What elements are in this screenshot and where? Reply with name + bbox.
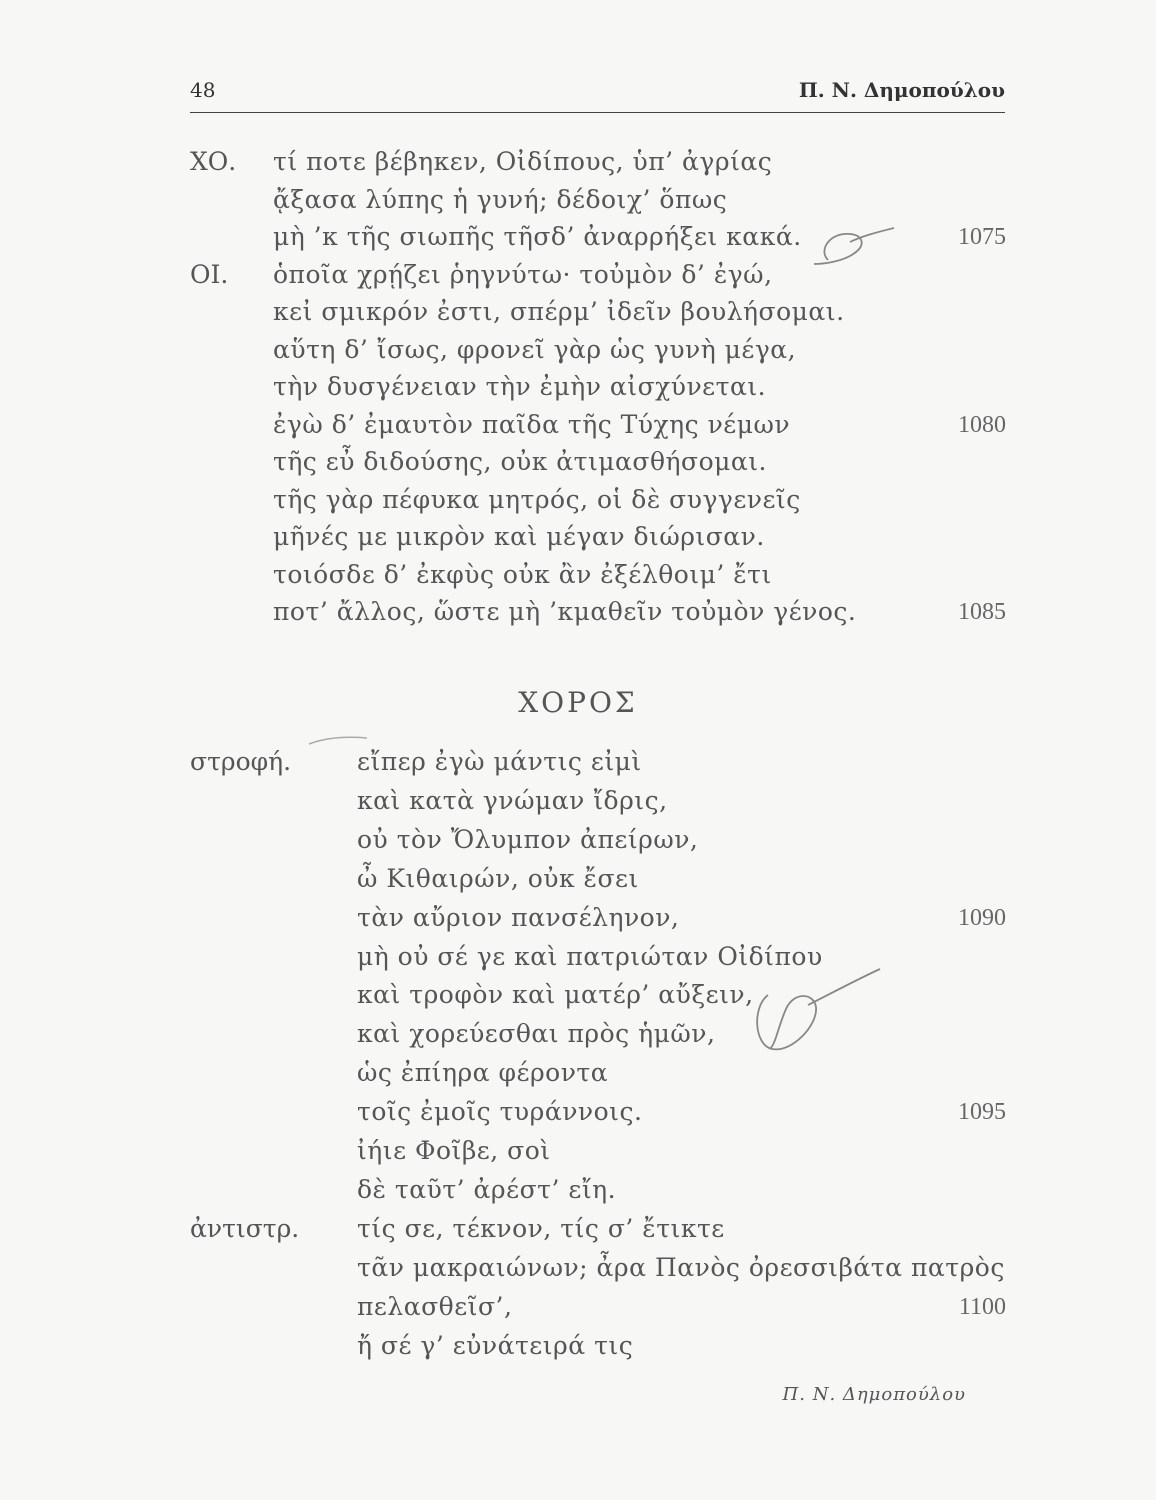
choral-line: οὐ τὸν Ὄλυμπον ἀπείρων, [357,824,699,854]
choral-line: δὲ ταῦτ’ ἀρέστ’ εἴη. [357,1174,617,1204]
choral-line: πελασθεῖσ’, [357,1291,513,1321]
strophe-label: ἀντιστρ. [190,1213,300,1243]
pencil-mark-1 [800,220,900,280]
verse-line: ᾄξασα λύπης ἡ γυνή; δέδοιχ’ ὅπως [273,184,728,214]
verse-line: τί ποτε βέβηκεν, Οἰδίπους, ὑπ’ ἀγρίας [273,147,773,176]
choral-line: εἴπερ ἐγὼ μάντις εἰμὶ [357,747,642,776]
line-number: 1085 [958,599,1006,625]
verse-line: κεἰ σμικρόν ἐστι, σπέρμ’ ἰδεῖν βουλήσομαι. [273,297,845,326]
verse-line: ποτ’ ἄλλος, ὥστε μὴ ’κμαθεῖν τοὐμὸν γένος. [273,597,857,626]
verse-line: ἐγὼ δ’ ἐμαυτὸν παῖδα τῆς Τύχης νέμων [273,409,791,439]
speaker-label: ΟΙ. [190,259,229,289]
verse-line: μῆνές με μικρὸν καὶ μέγαν διώρισαν. [273,522,765,551]
verse-line: τῆς γὰρ πέφυκα μητρός, οἱ δὲ συγγενεῖς [273,484,801,514]
pencil-mark-3 [305,728,375,758]
verse-line: τῆς εὖ διδούσης, οὐκ ἀτιμασθήσομαι. [273,447,768,476]
line-number: 1100 [958,1293,1006,1320]
verse-line: μὴ ’κ τῆς σιωπῆς τῆσδ’ ἀναρρήξει κακά. [273,222,802,251]
page-number: 48 [190,78,216,102]
verse-line: τοιόσδε δ’ ἐκφὺς οὐκ ἂν ἐξέλθοιμ’ ἔτι [273,559,772,589]
line-number: 1090 [958,904,1006,931]
choral-line: ἰήιε Φοῖβε, σοὶ [357,1136,551,1165]
choral-line: τᾶν μακραιώνων; ἆρα Πανὸς ὀρεσσιβάτα πατρὸς [357,1252,1005,1282]
line-number: 1095 [958,1099,1006,1126]
section-title: ΧΟΡΟΣ [518,686,638,719]
pencil-mark-2 [748,965,888,1065]
header-rule [190,112,1005,113]
choral-line: τίς σε, τέκνον, τίς σ’ ἔτικτε [357,1213,725,1243]
verse-line: αὕτη δ’ ἴσως, φρονεῖ γὰρ ὡς γυνὴ μέγα, [273,334,797,364]
choral-line: τοῖς ἐμοῖς τυράννοις. [357,1097,643,1127]
choral-line: ὦ Κιθαιρών, οὐκ ἔσει [357,863,639,893]
choral-line: τὰν αὔριον πανσέληνον, [357,902,680,932]
choral-line: καὶ κατὰ γνώμαν ἴδρις, [357,785,668,815]
choral-line: ἤ σέ γ’ εὐνάτειρά τις [357,1330,634,1360]
running-author: Π. Ν. Δημοπούλου [798,78,1005,102]
verse-line: τὴν δυσγένειαν τὴν ἐμὴν αἰσχύνεται. [273,372,767,401]
choral-line: ὡς ἐπίηρα φέροντα [357,1058,609,1088]
verse-line: ὁποῖα χρῄζει ῥηγνύτω· τοὐμὸν δ’ ἐγώ, [273,259,773,289]
choral-line: καὶ χορεύεσθαι πρὸς ἡμῶν, [357,1019,716,1049]
line-number: 1080 [958,411,1006,438]
speaker-label: ΧΟ. [190,147,237,176]
footer-signature: Π. Ν. Δημοπούλου [782,1384,966,1405]
choral-line: μὴ οὐ σέ γε καὶ πατριώταν Οἰδίπου [357,941,823,971]
strophe-label: στροφή. [190,747,292,776]
choral-line: καὶ τροφὸν καὶ ματέρ’ αὔξειν, [357,980,754,1010]
line-number: 1075 [958,224,1006,250]
page-header [190,78,1005,112]
